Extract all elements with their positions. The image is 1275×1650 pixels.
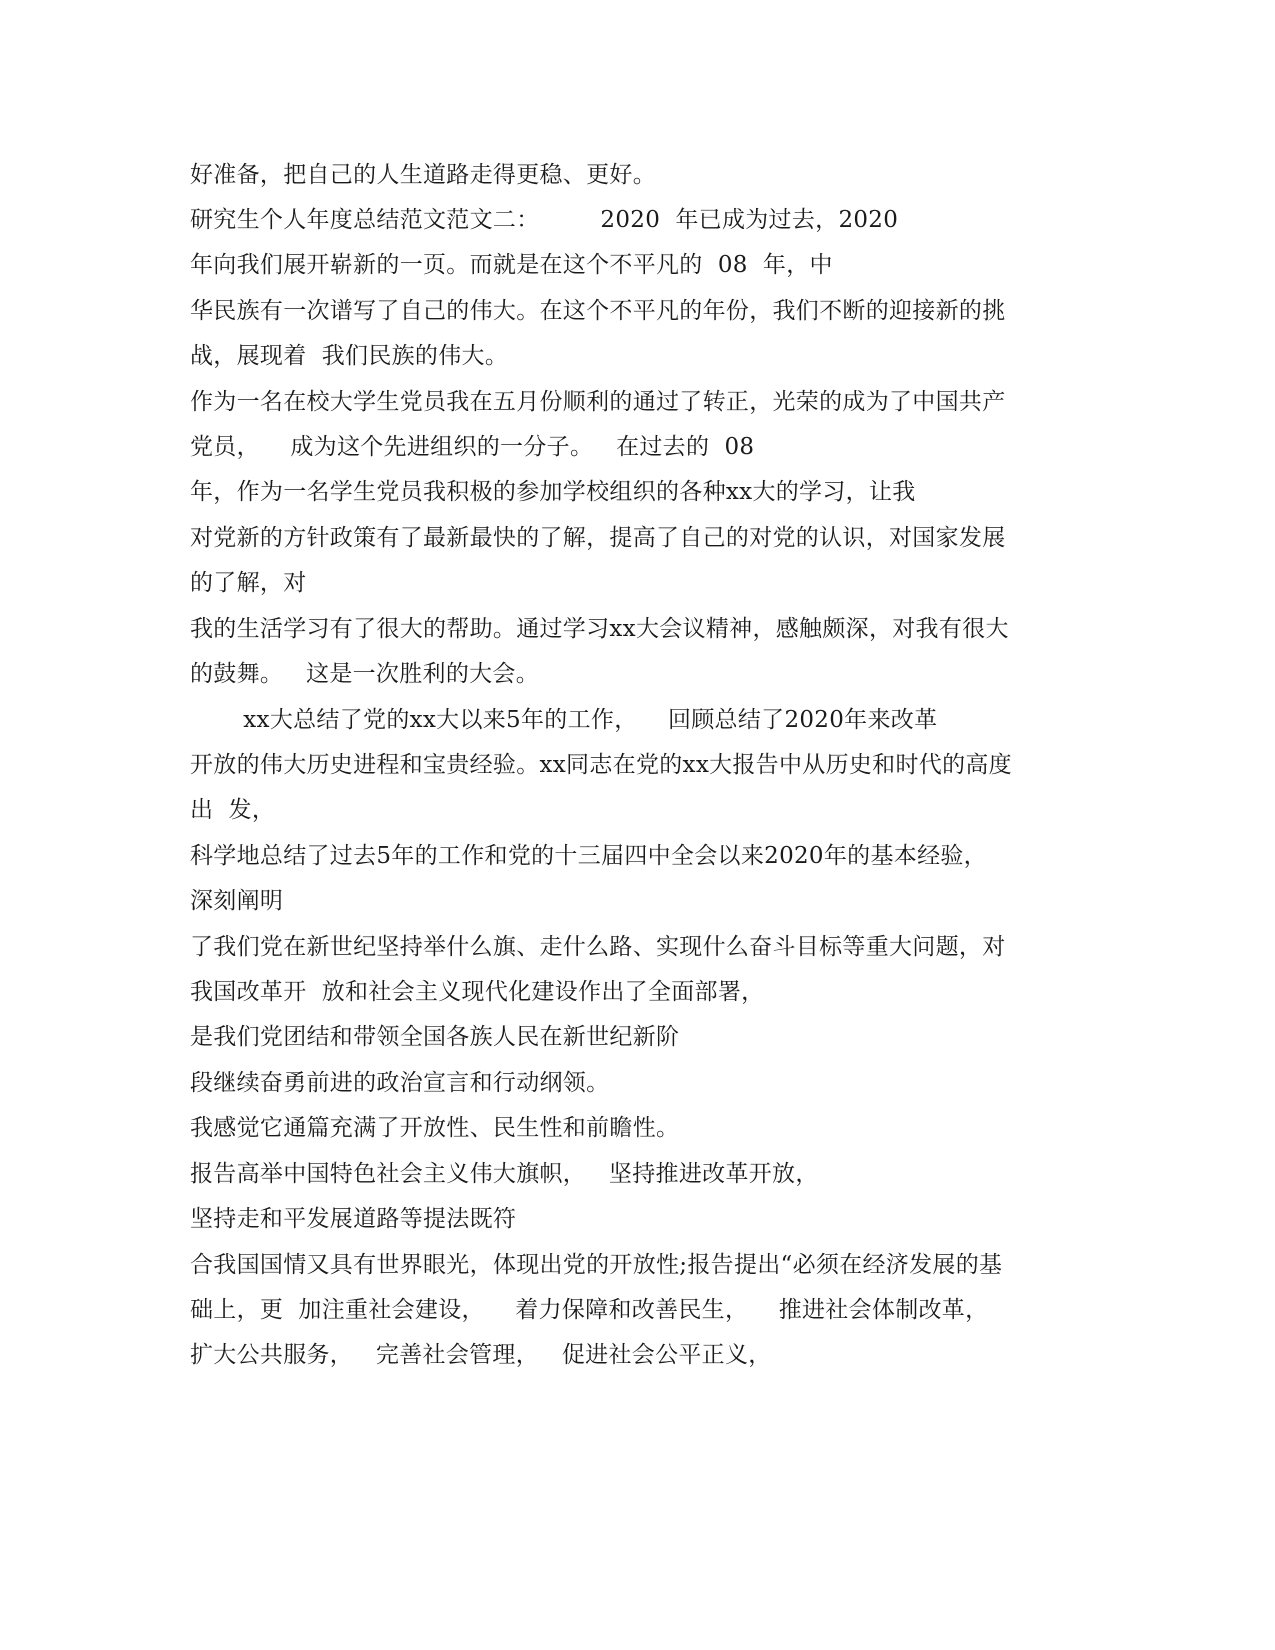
text-line: 的鼓舞。 这是一次胜利的大会。: [190, 661, 540, 687]
text-line: 开放的伟大历史进程和宝贵经验。xx同志在党的xx大报告中从历史和时代的高度: [190, 752, 1012, 778]
text-line: 年，作为一名学生党员我积极的参加学校组织的各种xx大的学习，让我: [190, 479, 916, 505]
text-line: 科学地总结了过去5年的工作和党的十三届四中全会以来2020年的基本经验，: [190, 843, 987, 869]
text-line: 合我国国情又具有世界眼光，体现出党的开放性;报告提出“必须在经济发展的基: [190, 1252, 1003, 1278]
text-line: 扩大公共服务， 完善社会管理， 促进社会公平正义，: [190, 1342, 772, 1368]
text-line: 战，展现着 我们民族的伟大。: [190, 343, 509, 369]
text-line: 础上，更 加注重社会建设， 着力保障和改善民生， 推进社会体制改革，: [190, 1297, 989, 1323]
text-line: 好准备，把自己的人生道路走得更稳、更好。: [190, 162, 656, 188]
text-line: 了我们党在新世纪坚持举什么旗、走什么路、实现什么奋斗目标等重大问题，对: [190, 934, 1006, 960]
text-line: 是我们党团结和带领全国各族人民在新世纪新阶: [190, 1024, 680, 1050]
text-line: 报告高举中国特色社会主义伟大旗帜， 坚持推进改革开放，: [190, 1161, 819, 1187]
text-line: 段继续奋勇前进的政治宣言和行动纲领。: [190, 1070, 610, 1096]
text-line: 我的生活学习有了很大的帮助。通过学习xx大会议精神，感触颇深，对我有很大: [190, 616, 1009, 642]
text-line: 党员， 成为这个先进组织的一分子。 在过去的 08: [190, 434, 755, 460]
text-line: 我感觉它通篇充满了开放性、民生性和前瞻性。: [190, 1115, 680, 1141]
text-line: 研究生个人年度总结范文范文二： 2020 年已成为过去，2020: [190, 207, 899, 233]
text-line: 对党新的方针政策有了最新最快的了解，提高了自己的对党的认识，对国家发展: [190, 525, 1006, 551]
text-line: 作为一名在校大学生党员我在五月份顺利的通过了转正，光荣的成为了中国共产: [190, 389, 1006, 415]
text-line: 年向我们展开崭新的一页。而就是在这个不平凡的 08 年，中: [190, 252, 833, 278]
text-line: 深刻阐明: [190, 888, 284, 914]
text-line: 出 发，: [190, 797, 276, 823]
text-line: 坚持走和平发展道路等提法既符: [190, 1206, 517, 1232]
text-line: 的了解，对: [190, 570, 307, 596]
text-line: 我国改革开 放和社会主义现代化建设作出了全面部署，: [190, 979, 765, 1005]
text-line: 华民族有一次谱写了自己的伟大。在这个不平凡的年份，我们不断的迎接新的挑: [190, 298, 1006, 324]
text-line: xx大总结了党的xx大以来5年的工作， 回顾总结了2020年来改革: [190, 707, 938, 733]
